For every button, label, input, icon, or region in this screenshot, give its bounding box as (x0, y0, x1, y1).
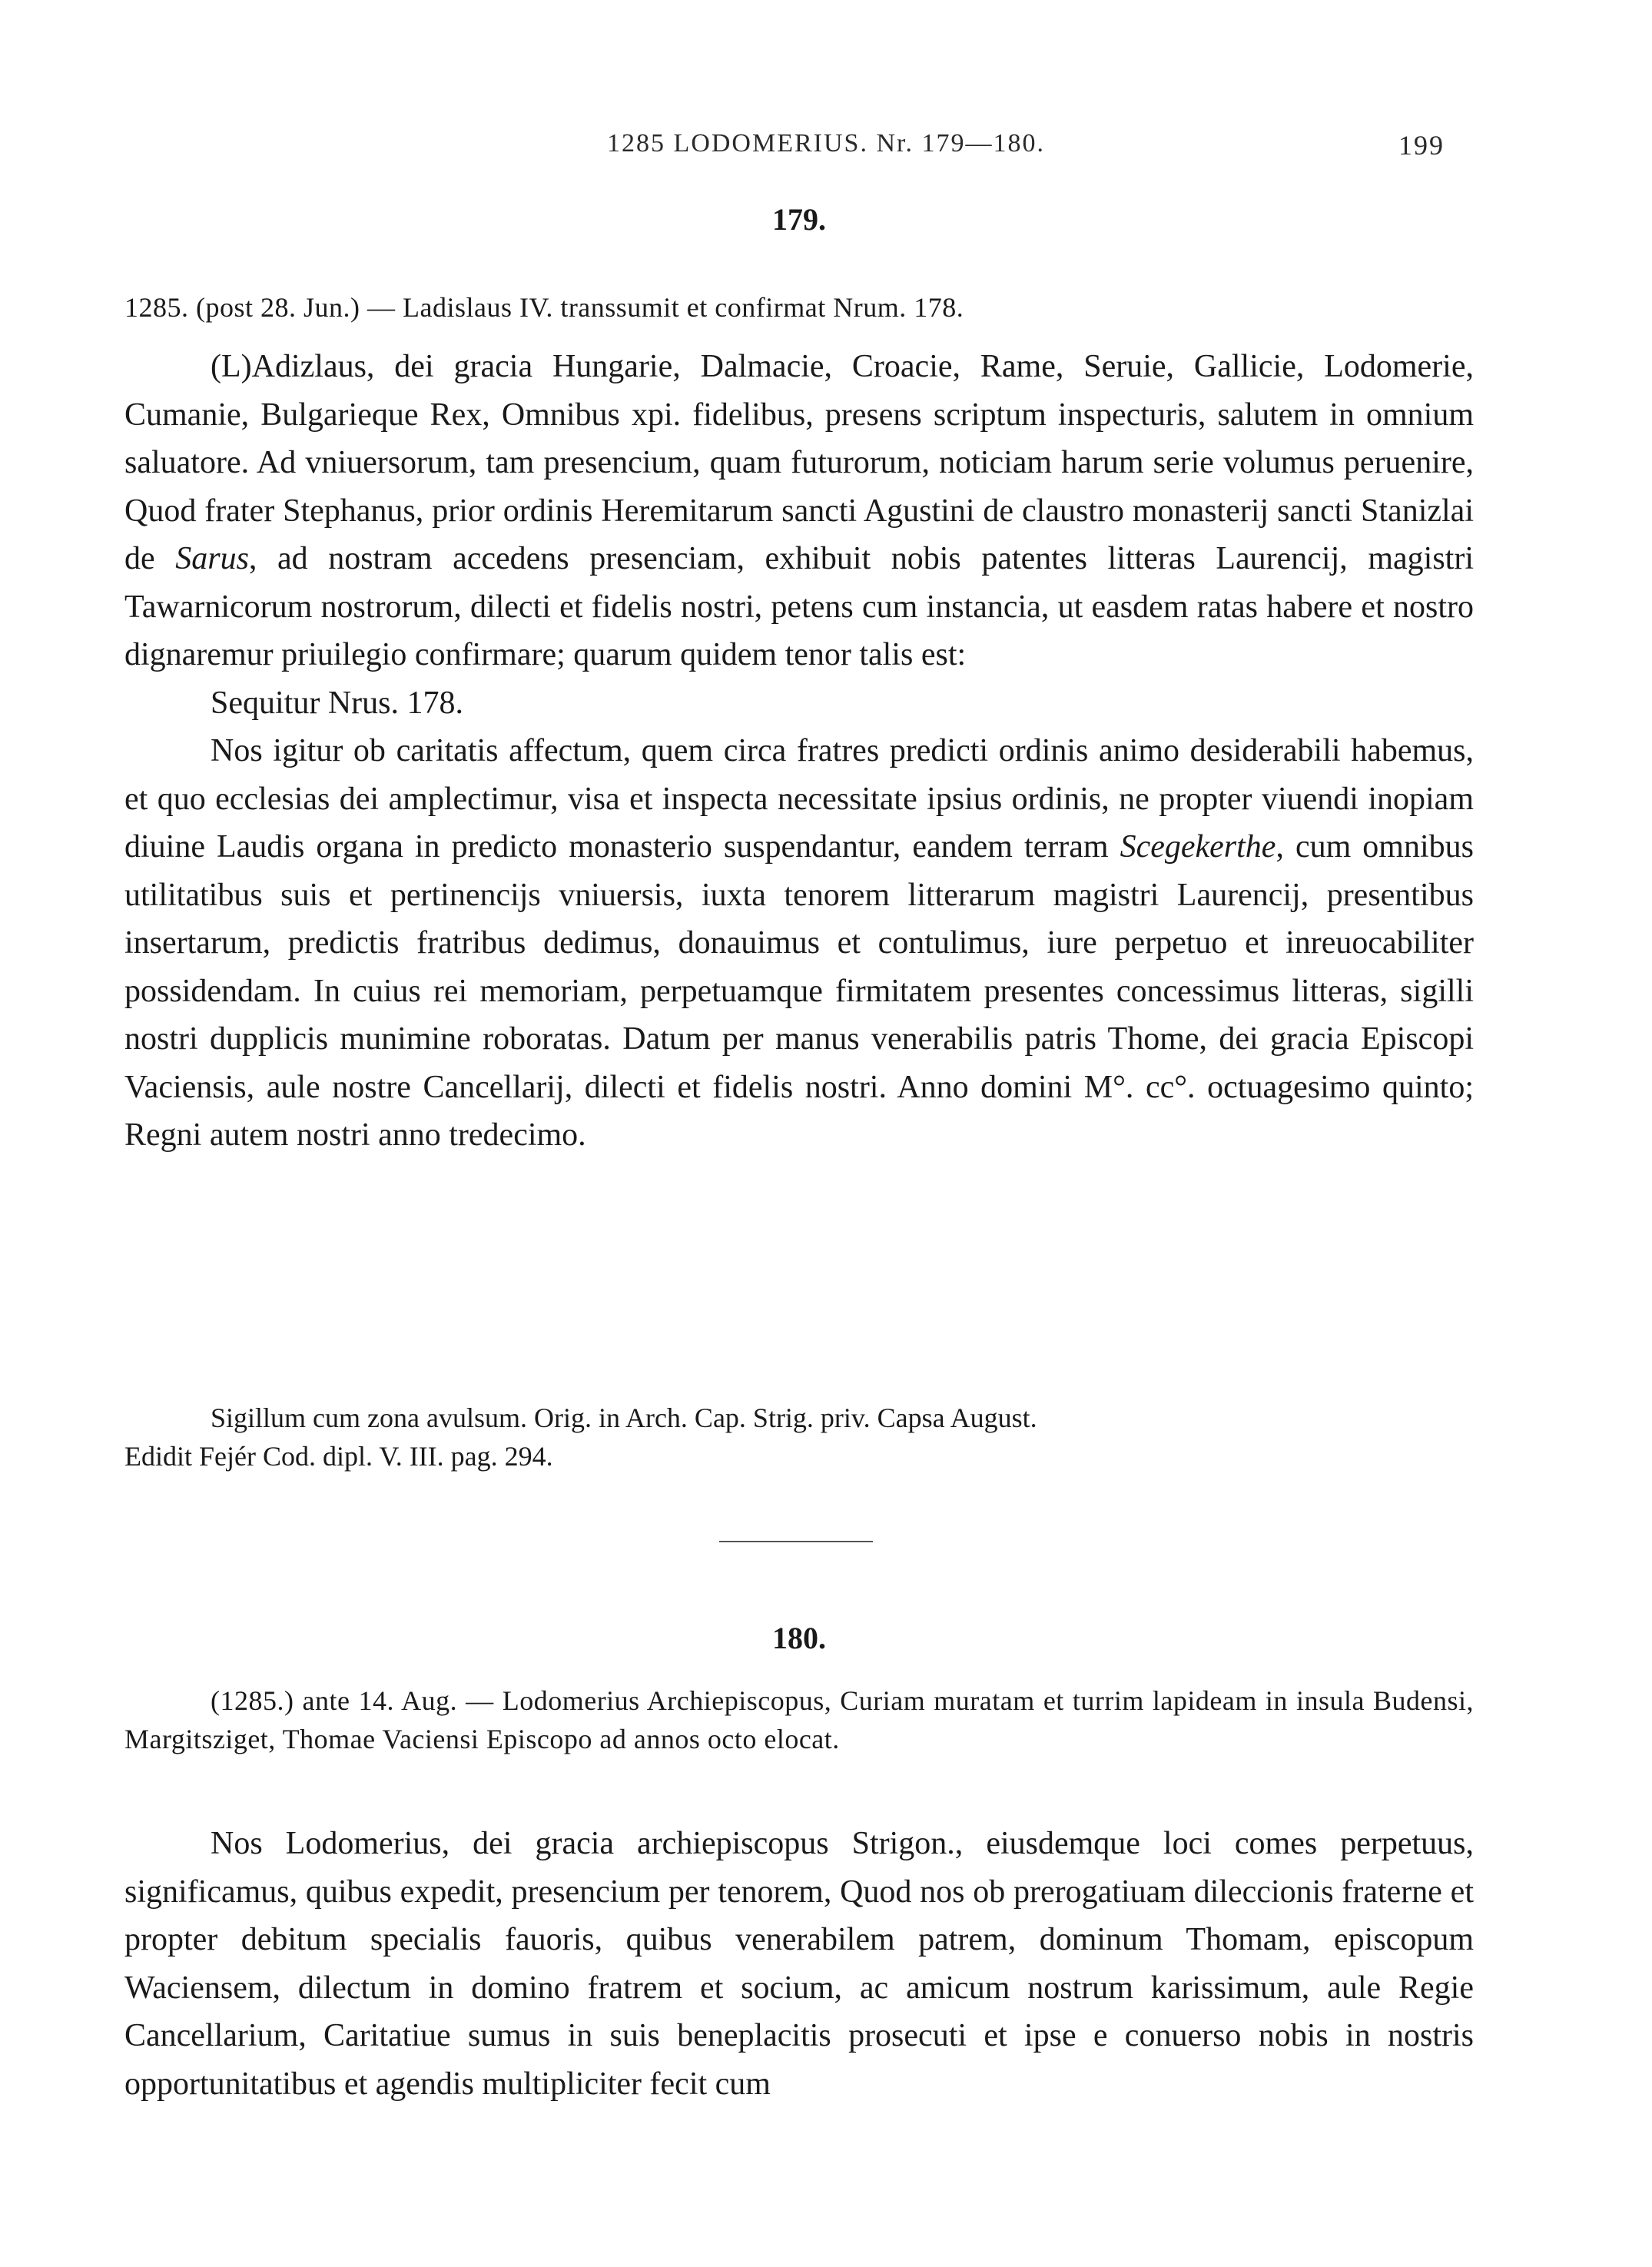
document-summary: (1285.) ante 14. Aug. — Lodomerius Archiepiscopus, Curiam muratam et turrim lapideam in insula Budensi, Margitsziget, Thomae Vaciensi Episcopo ad annos octo elocat. (124, 1685, 1474, 1754)
editorial-note (124, 1399, 1474, 1475)
page-number: 199 (1398, 130, 1445, 161)
document-body (124, 343, 1474, 1160)
running-head (0, 129, 1652, 168)
running-head-title: 1285 LODOMERIUS. Nr. 179—180. (607, 129, 1045, 158)
paragraph: Nos Lodomerius, dei gracia archiepiscopus Strigon., eiusdemque loci comes perpetuus, significamus, quibus expedit, presencium per tenorem, Quod nos ob prerogatiuam dileccionis fraterne et propter debitum specialis fauoris, quibus venerabilem patrem, dominum Thomam, episcopum Waciensem, dilectum in domino fratrem et socium, ac amicum nostrum karissimum, aule Regie Cancellarium, Caritatiue sumus in suis beneplacitis prosecuti et ipse e conuerso nobis in nostris opportunitatibus et agendis multipliciter fecit cum (124, 1826, 1474, 2102)
document-number: 179. (772, 202, 826, 237)
section-divider (719, 1541, 873, 1542)
note-line: Edidit Fejér Cod. dipl. V. III. pag. 294. (124, 1441, 553, 1472)
paragraph-text: (L)Adizlaus, dei gracia Hungarie, Dalmacie, Croacie, Rame, Seruie, Gallicie, Lodomerie, Cumanie, Bulgarieque Rex, Omnibus xpi. fidelibus, presens scriptum inspecturis, salutem in omnium saluatore. Ad vniuersorum, tam presencium, quam futurorum, noticiam harum serie volumus peruenire, Quod frater Stephanus, prior ordinis Heremitarum sancti Agustini de claustro monasterij sancti Stanizlai de (124, 349, 1474, 576)
document-body (124, 1820, 1474, 2108)
place-name-italic: Scegekerthe (1120, 829, 1276, 865)
document-179 (124, 201, 1474, 237)
paragraph-text: , cum omnibus utilitatibus suis et pertinencijs vniuersis, iuxta tenorem litterarum magistri Laurencij, presentibus insertarum, predictis fratribus dedimus, donauimus et contulimus, iure perpetuo et inreuocabiliter possidendam. In cuius rei memoriam, perpetuamque firmitatem presentes concessimus litteras, sigilli nostri dupplicis munimine roboratas. Datum per manus venerabilis patris Thome, dei gracia Episcopi Vaciensis, aule nostre Cancellarij, dilecti et fidelis nostri. Anno domini M°. cc°. octuagesimo quinto; Regni autem nostri anno tredecimo. (124, 829, 1474, 1153)
cross-reference: Sequitur Nrus. 178. (211, 685, 463, 721)
document-180 (124, 1620, 1474, 1656)
note-line: Sigillum cum zona avulsum. Orig. in Arch. Cap. Strig. priv. Capsa August. (211, 1402, 1037, 1433)
paragraph (124, 343, 1474, 679)
document-number: 180. (772, 1621, 826, 1655)
paragraph-text: Nos igitur ob caritatis affectum, quem circa fratres predicti ordinis animo desiderabili habemus, et quo ecclesias dei amplectimur, visa et inspecta necessitate ipsius ordinis, ne propter viuendi inopiam diuine Laudis organa in predicto monasterio suspendantur, eandem terram (124, 733, 1474, 865)
place-name-italic: Sarus (175, 541, 249, 576)
paragraph-text: , ad nostram accedens presenciam, exhibuit nobis patentes litteras Laurencij, magistri Tawarnicorum nostrorum, dilecti et fidelis nostri, petens cum instancia, ut easdem ratas habere et nostro dignaremur priuilegio confirmare; quarum quidem tenor talis est: (124, 541, 1474, 672)
document-summary: 1285. (post 28. Jun.) — Ladislaus IV. transsumit et confirmat Nrum. 178. (124, 292, 964, 323)
paragraph (124, 727, 1474, 1160)
